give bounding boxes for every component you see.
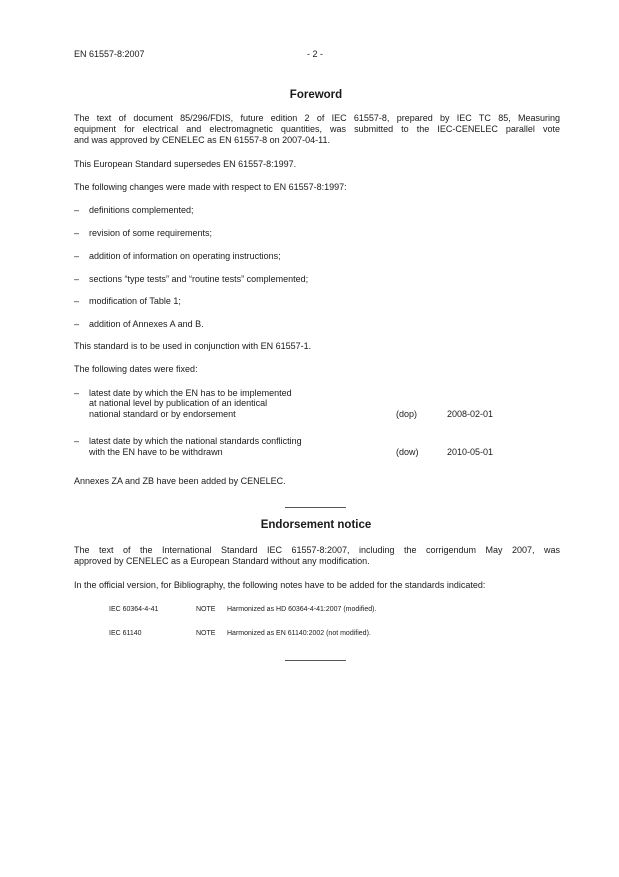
date-item-line: latest date by which the EN has to be implemented — [89, 388, 292, 398]
date-item-line: latest date by which the national standards conflicting — [89, 436, 302, 446]
change-item-text: addition of Annexes A and B. — [89, 319, 204, 329]
change-item-text: modification of Table 1; — [89, 296, 181, 306]
dash-bullet: – — [74, 274, 80, 284]
change-item-text: definitions complemented; — [89, 205, 194, 215]
foreword-title: Foreword — [289, 89, 343, 101]
conjunction-statement: This standard is to be used in conjunction with EN 61557-1. — [74, 341, 312, 351]
note-label: NOTE — [196, 606, 216, 613]
note-text: Harmonized as HD 60364-4-41:2007 (modified). — [227, 606, 377, 613]
date-item-line: national standard or by endorsement — [89, 409, 236, 419]
changes-intro: The following changes were made with respect to EN 61557-8:1997: — [74, 182, 347, 192]
change-item-text: sections “type tests” and “routine tests” complemented; — [89, 274, 309, 284]
dash-bullet: – — [74, 296, 80, 306]
endorsement-text-line-1: The text of the International Standard IEC 61557-8:2007, including the corrigendum May 2007, was — [74, 545, 560, 555]
dash-bullet: – — [74, 251, 80, 261]
foreword-intro-line-1: The text of document 85/296/FDIS, future edition 2 of IEC 61557-8, prepared by IEC TC 85, Measuring — [74, 113, 560, 123]
date-item-line: at national level by publication of an identical — [89, 398, 268, 408]
dash-bullet: – — [74, 228, 80, 238]
note-standard: IEC 60364-4-41 — [109, 606, 159, 613]
endorsement-title: Endorsement notice — [260, 519, 372, 531]
dash-bullet: – — [74, 205, 80, 215]
foreword-intro-line-3: and was approved by CENELEC as EN 61557-8 on 2007-04-11. — [74, 135, 330, 145]
end-divider — [285, 660, 346, 661]
section-divider — [285, 507, 346, 508]
dash-bullet: – — [74, 388, 80, 398]
header-page-number: - 2 - — [307, 49, 324, 59]
note-text: Harmonized as EN 61140:2002 (not modified). — [227, 630, 371, 637]
change-item-text: revision of some requirements; — [89, 228, 213, 238]
header-doc-id: EN 61557-8:2007 — [74, 49, 145, 59]
endorsement-text-line-2: approved by CENELEC as a European Standard without any modification. — [74, 556, 370, 566]
dow-abbreviation: (dow) — [396, 447, 419, 457]
change-item-text: addition of information on operating instructions; — [89, 251, 281, 261]
date-item-line: with the EN have to be withdrawn — [89, 447, 223, 457]
dash-bullet: – — [74, 436, 80, 446]
dow-date: 2010-05-01 — [447, 447, 494, 457]
dop-abbreviation: (dop) — [396, 409, 418, 419]
foreword-intro-line-2: equipment for electrical and electromagnetic quantities, was submitted to the IEC-CENELEC parallel vote — [74, 124, 560, 134]
dop-date: 2008-02-01 — [447, 409, 494, 419]
bibliography-statement: In the official version, for Bibliography, the following notes have to be added for the standards indicated: — [74, 580, 486, 590]
dash-bullet: – — [74, 319, 80, 329]
supersedes-statement: This European Standard supersedes EN 61557-8:1997. — [74, 159, 297, 169]
dates-intro: The following dates were fixed: — [74, 364, 198, 374]
note-standard: IEC 61140 — [109, 630, 142, 637]
annexes-statement: Annexes ZA and ZB have been added by CENELEC. — [74, 476, 286, 486]
note-label: NOTE — [196, 630, 216, 637]
